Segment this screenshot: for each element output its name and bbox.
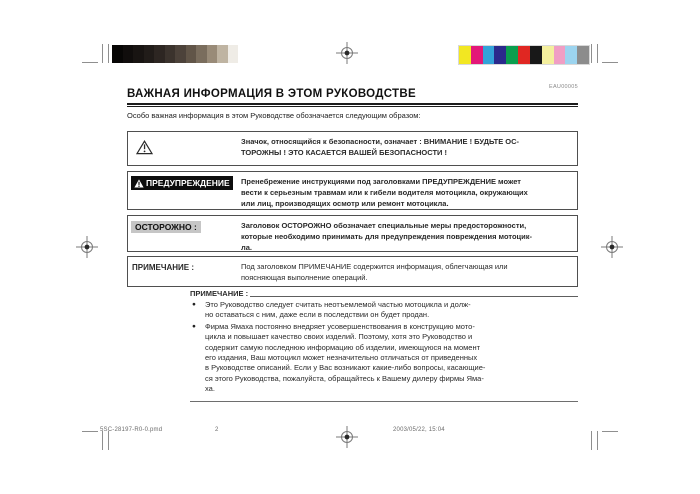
caution-box-text: Заголовок ОСТОРОЖНО обозначает специальные меры предосторожности, которые необходимо принимать для предупреждения повреждения мотоцик- ла. <box>241 221 532 252</box>
crop-mark <box>102 431 103 450</box>
caution-label: ОСТОРОЖНО : <box>131 221 201 233</box>
crop-mark <box>591 431 592 450</box>
calibration-swatch <box>228 45 239 63</box>
calibration-swatch <box>483 46 495 64</box>
warning-box <box>127 171 578 210</box>
color-calibration-bar <box>458 45 590 65</box>
calibration-swatch <box>471 46 483 64</box>
warning-triangle-icon <box>136 140 153 155</box>
crop-mark <box>82 62 98 63</box>
safety-box-text: Значок, относящийся к безопасности, означает : ВНИМАНИЕ ! БУДЬТЕ ОС- ТОРОЖНЫ ! ЭТО КАСАЕТСЯ ВАШЕЙ БЕЗОПАСНОСТИ ! <box>241 137 520 157</box>
note-heading-rule <box>250 296 578 297</box>
calibration-swatch <box>494 46 506 64</box>
registration-mark-icon <box>336 42 358 64</box>
note-bullet-text: ● Это Руководство следует считать неотъемлемой частью мотоцикла и долж- но оставаться с ним, даже если в последствии он будет продан. <box>205 300 471 320</box>
calibration-swatch <box>154 45 165 63</box>
calibration-swatch <box>165 45 176 63</box>
registration-mark-icon <box>336 426 358 448</box>
registration-mark-icon <box>601 236 623 258</box>
note-bullet-text: ● Фирма Ямаха постоянно внедряет усовершенствования в конструкцию мото- цикла и повышает качество своих изделий. Поэтому, хотя это Руководство и содержит самую последнюю информацию об изделии, имеющуюся на момент его издания, Ваш мотоцикл может незначительно отличаться от приведенных в Руководстве описаний. Если у Вас возникают какие-либо вопросы, касающие- ся этого Руководства, пожалуйста, обращайтесь к Вашему дилеру фирмы Яма- ха. <box>205 321 486 394</box>
crop-mark <box>108 431 109 450</box>
footer-page-number: 2 <box>215 427 219 433</box>
calibration-swatch <box>217 45 228 63</box>
calibration-swatch <box>518 46 530 64</box>
calibration-swatch <box>175 45 186 63</box>
calibration-swatch <box>542 46 554 64</box>
calibration-swatch <box>506 46 518 64</box>
registration-mark-icon <box>76 236 98 258</box>
crop-mark <box>602 62 618 63</box>
calibration-swatch <box>133 45 144 63</box>
warning-label <box>131 176 233 190</box>
list-item <box>190 300 578 321</box>
calibration-swatch <box>530 46 542 64</box>
notice-box <box>127 256 578 287</box>
calibration-swatch <box>207 45 218 63</box>
calibration-swatch <box>459 46 471 64</box>
crop-mark <box>591 44 592 63</box>
calibration-swatch <box>565 46 577 64</box>
section-bottom-rule <box>190 401 578 402</box>
footer-filename: 5SC-28197-R0-0.pmd <box>100 427 163 433</box>
page-title: ВАЖНАЯ ИНФОРМАЦИЯ В ЭТОМ РУКОВОДСТВЕ <box>127 88 416 100</box>
calibration-swatch <box>112 45 123 63</box>
crop-mark <box>597 431 598 450</box>
document-code: EAU00005 <box>548 84 578 90</box>
calibration-swatch <box>196 45 207 63</box>
list-item <box>190 322 578 395</box>
footer-timestamp: 2003/05/22, 15:04 <box>393 427 445 433</box>
crop-mark <box>102 44 103 63</box>
warning-box-text: Пренебрежение инструкциями под заголовками ПРЕДУПРЕЖДЕНИЕ может вести к серьезным травмам или к гибели водителя мотоцикла, окружающих или лиц, производящих осмотр или ремонт мотоцикла. <box>241 177 528 208</box>
crop-mark <box>82 431 98 432</box>
caution-box <box>127 215 578 252</box>
intro-text: Особо важная информация в этом Руководстве обозначается следующим образом: <box>127 111 421 120</box>
warning-triangle-icon <box>134 179 144 188</box>
crop-mark <box>108 44 109 63</box>
calibration-swatch <box>123 45 134 63</box>
warning-label-text: ПРЕДУПРЕЖДЕНИЕ <box>146 178 230 188</box>
calibration-swatch <box>577 46 589 64</box>
safety-symbol-box <box>127 131 578 166</box>
crop-mark <box>597 44 598 63</box>
note-section-heading <box>190 289 578 298</box>
notice-box-text: Под заголовком ПРИМЕЧАНИЕ содержится информация, облегчающая или поясняющая выполнение операций. <box>241 262 508 282</box>
title-rule <box>127 103 578 107</box>
calibration-swatch <box>554 46 566 64</box>
calibration-swatch <box>186 45 197 63</box>
calibration-swatch <box>144 45 155 63</box>
note-heading-label: ПРИМЕЧАНИЕ : <box>190 289 249 298</box>
grayscale-calibration-bar <box>112 45 238 63</box>
crop-mark <box>602 431 618 432</box>
note-bullet-list <box>190 300 578 396</box>
notice-label: ПРИМЕЧАНИЕ : <box>132 263 194 272</box>
